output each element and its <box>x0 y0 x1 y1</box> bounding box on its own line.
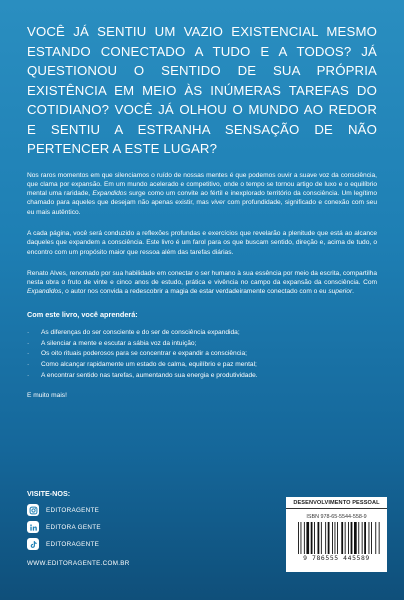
book-title-italic: Expandidos <box>27 288 62 296</box>
barcode-bar <box>327 522 329 554</box>
barcode-bar <box>344 522 345 554</box>
description-paragraph-1 <box>27 171 377 217</box>
barcode-bar <box>310 522 312 554</box>
para1-text-b: surge como um convite ao fértil e inexplorado território da consciência. Um legítimo chamado para aqueles que desejam não apenas existir, mas <box>27 190 378 207</box>
tiktok-handle: EDITORAGENTE <box>46 540 100 548</box>
instagram-handle: EDITORAGENTE <box>46 506 100 514</box>
barcode-bar <box>332 522 333 554</box>
instagram-icon <box>27 504 39 516</box>
viver-italic: viver <box>211 199 226 207</box>
bullet-icon: · <box>27 371 30 379</box>
barcode-bar <box>361 522 362 554</box>
tiktok-icon <box>27 538 39 550</box>
barcode-bar <box>314 522 315 554</box>
list-item-text: Como alcançar rapidamente um estado de calma, equilíbrio e paz mental; <box>41 361 257 369</box>
barcode-bar <box>298 522 299 554</box>
para3-text-b: , o autor nos convida a redescobrir a magia de estar verdadeiramente conectado com o eu <box>61 288 329 296</box>
barcode-bar <box>350 522 352 554</box>
barcode-bar <box>320 522 321 554</box>
barcode-bar <box>300 522 301 554</box>
para1-text-c: com profundidade, significado e conexão com seu eu mais autêntico. <box>27 199 378 216</box>
barcode-bar <box>354 522 357 554</box>
list-item-text: A silenciar a mente e escutar a sábia voz da intuição; <box>41 339 197 347</box>
barcode-bar <box>317 522 319 554</box>
barcode-bar <box>348 522 349 554</box>
bullet-icon: · <box>27 339 30 347</box>
barcode-bar <box>306 522 309 554</box>
visit-section <box>27 489 130 567</box>
barcode-bar <box>325 522 326 554</box>
para3-text-a: Renato Alves, renomado por sua habilidade em conectar o ser humano à sua essência por meio da escrita, compartilha nesta obra o fruto de vinte e cinco anos de estudo, prática e vivência no campo da expansão da consciência. Com <box>27 269 377 287</box>
author-paragraph <box>27 269 377 297</box>
barcode-bar <box>303 522 304 554</box>
hook-text: VOCÊ JÁ SENTIU UM VAZIO EXISTENCIAL MESMO ESTANDO CONECTADO A TUDO E A TODOS? JÁ QUESTIONOU O SENTIDO DE SUA PRÓPRIA EXISTÊNCIA EM MEIO ÀS INÚMERAS TAREFAS DO COTIDIANO? VOCÊ JÁ OLHOU O MUNDO AO REDOR E SENTIU A ESTRANHA SENSAÇÃO DE NÃO PERTENCER A ESTE LUGAR? <box>27 24 377 156</box>
barcode-bar <box>334 522 335 554</box>
superior-italic: superior <box>328 288 353 296</box>
website-link[interactable]: WWW.EDITORAGENTE.COM.BR <box>27 560 130 567</box>
list-item <box>27 349 377 360</box>
list-item <box>27 339 377 350</box>
barcode-bar <box>358 522 359 554</box>
barcode-digits: 9 786555 445589 <box>303 554 370 562</box>
barcode-bar <box>364 522 366 554</box>
list-item <box>27 360 377 371</box>
barcode-image <box>294 522 380 554</box>
barcode-bar <box>375 522 376 554</box>
visit-heading: VISITE-NOS: <box>27 489 71 498</box>
list-item <box>27 328 377 339</box>
learn-heading: Com este livro, você aprenderá: <box>27 309 138 319</box>
list-item-text: A encontrar sentido nas tarefas, aumentando sua energia e produtividade. <box>41 371 258 379</box>
bullet-icon: · <box>27 361 30 369</box>
barcode-box <box>286 497 387 572</box>
book-title-italic: Expandidos <box>92 190 127 198</box>
bullet-icon: · <box>27 328 30 336</box>
instagram-link[interactable] <box>27 504 130 516</box>
linkedin-icon <box>27 521 39 533</box>
barcode-bar <box>337 522 338 554</box>
barcode-bar <box>378 522 379 554</box>
more-text: E muito mais! <box>27 391 67 399</box>
bullet-icon: · <box>27 350 30 358</box>
isbn-text: ISBN 978-65-5544-558-9 <box>306 514 367 520</box>
linkedin-link[interactable] <box>27 521 130 533</box>
para1-text-a: Nos raros momentos em que silenciamos o ruído de nossas mentes é que podemos ouvir a suave voz da consciência, que clama por expansão. Em um mundo acelerado e competitivo, onde o tempo se tornou artigo de luxo e o equilíbrio mental uma raridade, <box>27 171 377 198</box>
learn-list <box>27 328 377 382</box>
description-paragraph-2: A cada página, você será conduzido a reflexões profundas e exercícios que revelarão a plenitude que está ao alcance daqueles que expandem a consciência. Este livro é um farol para os que buscam sentido, direção e, acima de tudo, o encontro com um propósito maior que ressoa além das tarefas diárias. <box>27 229 377 256</box>
barcode-bar <box>368 522 369 554</box>
linkedin-handle: EDITORA GENTE <box>46 523 101 531</box>
category-label: DESENVOLVIMENTO PESSOAL <box>286 497 387 509</box>
tiktok-link[interactable] <box>27 538 130 550</box>
list-item-text: As diferenças do ser consciente e do ser de consciência expandida; <box>41 328 240 336</box>
barcode-bar <box>341 522 343 554</box>
list-item <box>27 371 377 382</box>
list-item-text: Os oito rituais poderosos para se concentrar e expandir a consciência; <box>41 350 247 358</box>
barcode-bar <box>371 522 372 554</box>
para3-text-c: . <box>352 288 354 296</box>
